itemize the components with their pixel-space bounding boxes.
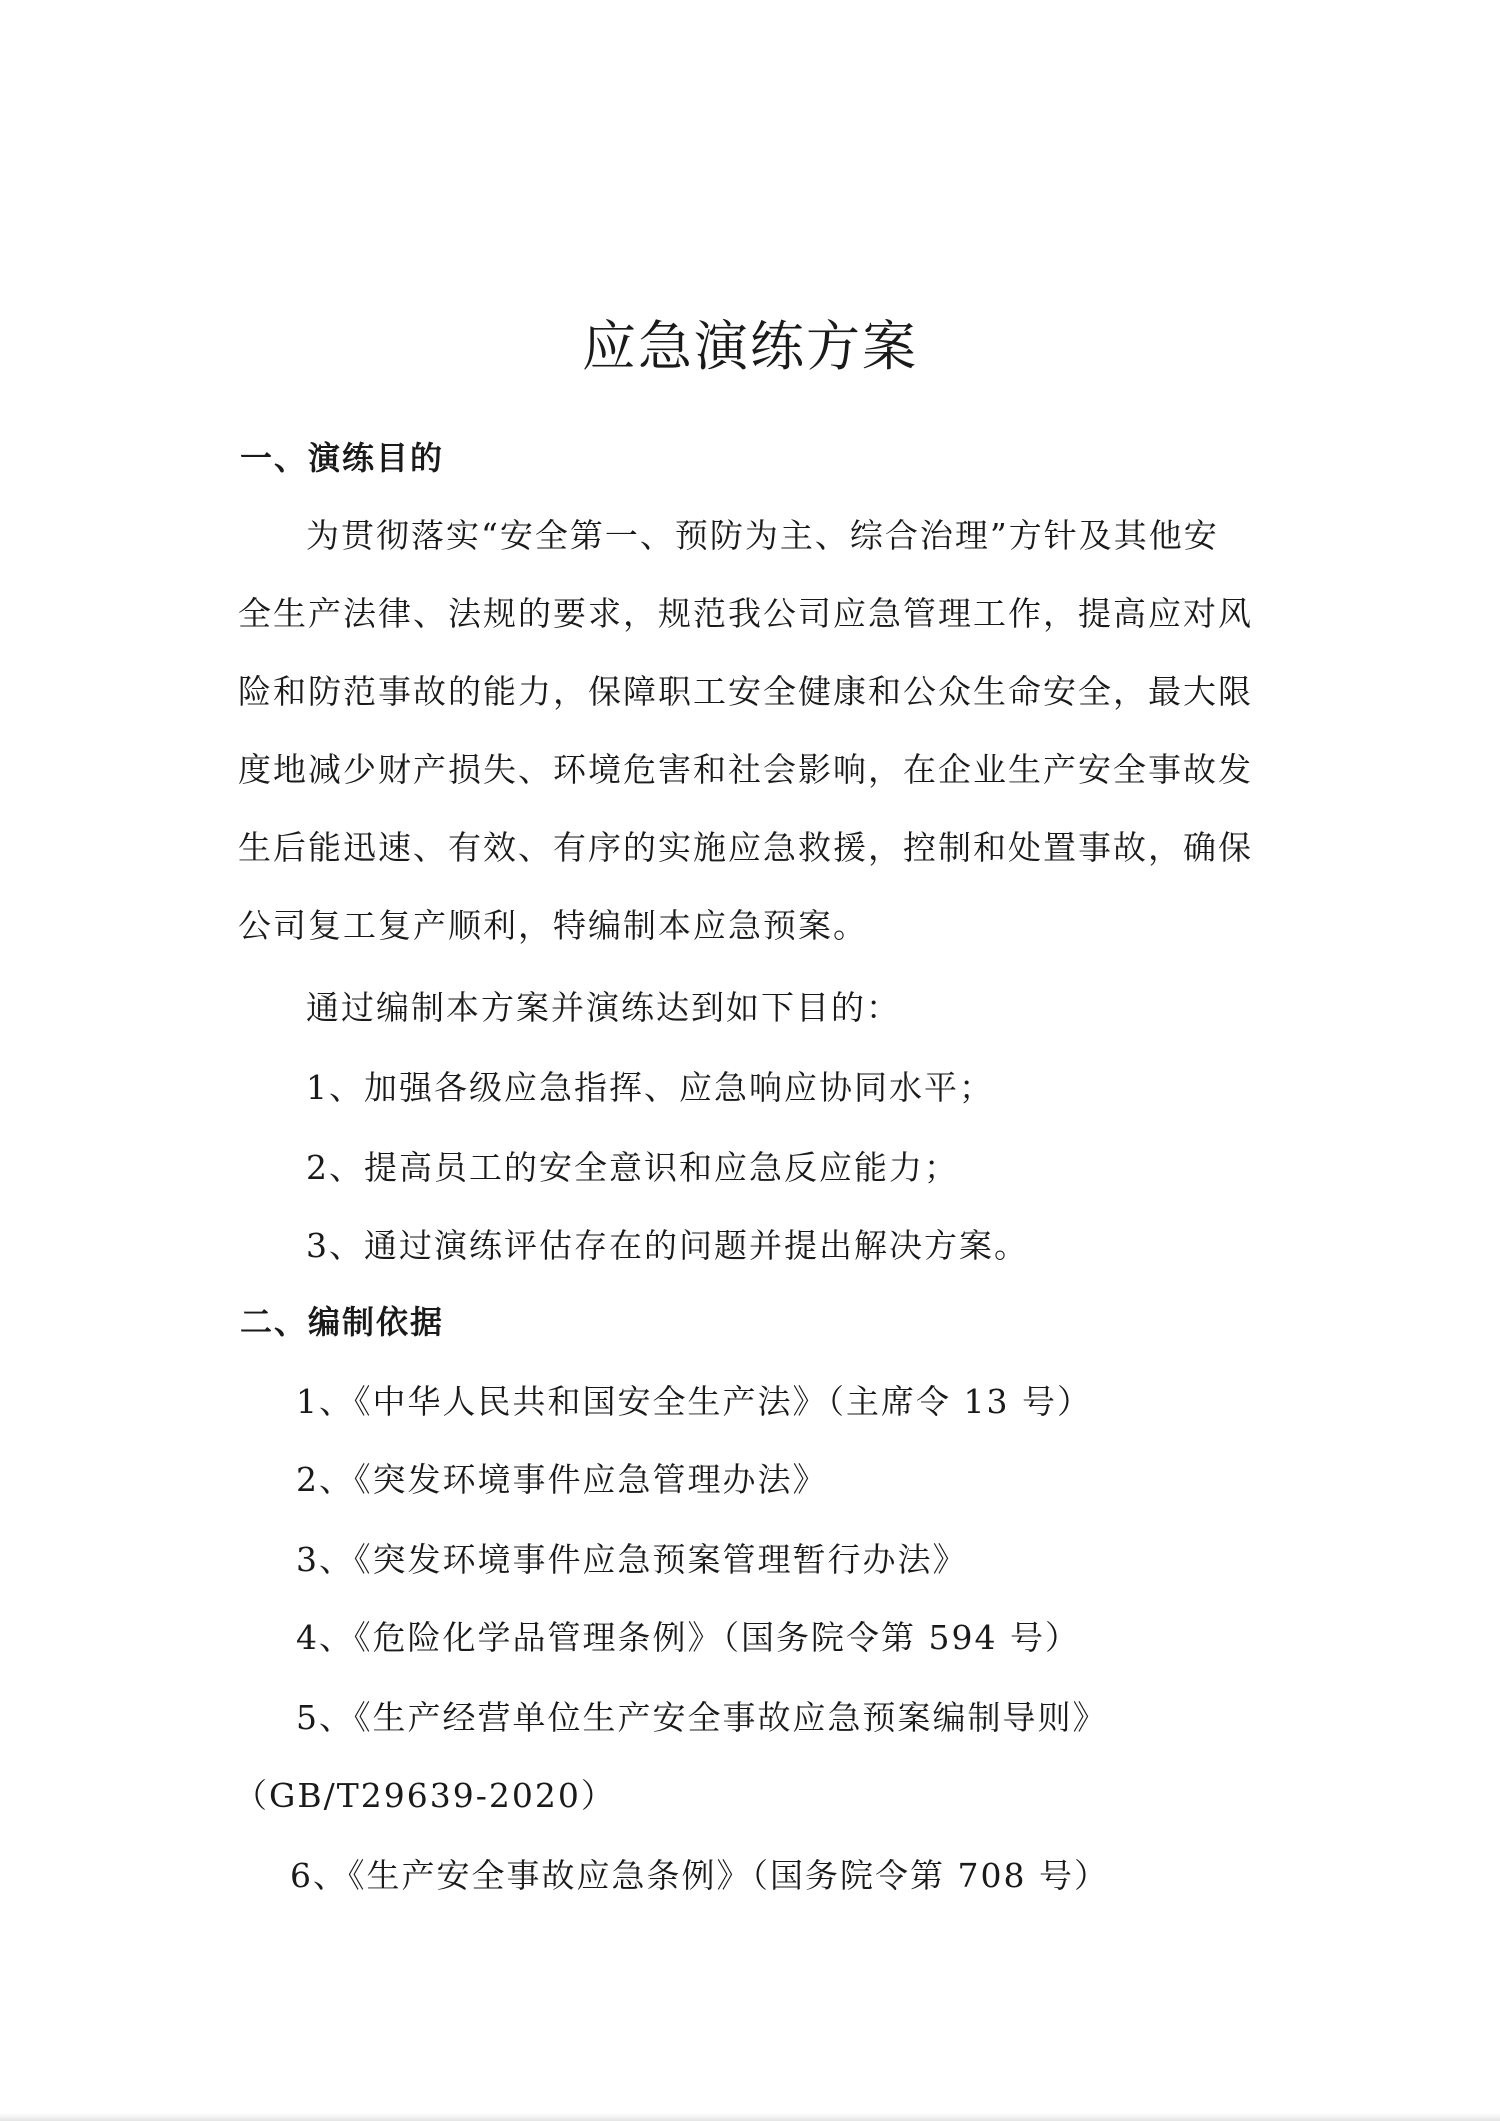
paragraph-line: 全生产法律、法规的要求，规范我公司应急管理工作，提高应对风: [238, 594, 1253, 633]
document-title: 应急演练方案: [582, 315, 918, 378]
goal-item: 1、加强各级应急指挥、应急响应协同水平；: [306, 1068, 994, 1107]
basis-item-code: （GB/T29639-2020）: [234, 1776, 616, 1815]
basis-item: 2、《突发环境事件应急管理办法》: [296, 1460, 828, 1499]
paragraph-line: 生后能迅速、有效、有序的实施应急救援，控制和处置事故，确保: [238, 828, 1253, 867]
basis-item: 3、《突发环境事件应急预案管理暂行办法》: [296, 1540, 968, 1579]
goal-item: 2、提高员工的安全意识和应急反应能力；: [306, 1148, 959, 1187]
paragraph-line: 为贯彻落实“安全第一、预防为主、综合治理”方针及其他安: [306, 516, 1219, 555]
basis-item: 1、《中华人民共和国安全生产法》（主席令 13 号）: [296, 1382, 1092, 1421]
basis-item: 4、《危险化学品管理条例》（国务院令第 594 号）: [296, 1618, 1080, 1657]
paragraph-line: 度地减少财产损失、环境危害和社会影响，在企业生产安全事故发: [238, 750, 1253, 789]
goals-intro: 通过编制本方案并演练达到如下目的：: [306, 988, 901, 1027]
basis-item: 5、《生产经营单位生产安全事故应急预案编制导则》: [296, 1698, 1108, 1737]
section-2-heading: 二、编制依据: [240, 1303, 445, 1341]
section-1-heading: 一、演练目的: [240, 439, 445, 477]
paragraph-line: 公司复工复产顺利，特编制本应急预案。: [238, 906, 868, 945]
paragraph-line: 险和防范事故的能力，保障职工安全健康和公众生命安全，最大限: [238, 672, 1253, 711]
scan-edge: [0, 2113, 1500, 2121]
basis-item: 6、《生产安全事故应急条例》（国务院令第 708 号）: [290, 1856, 1109, 1895]
goal-item: 3、通过演练评估存在的问题并提出解决方案。: [306, 1226, 1029, 1265]
